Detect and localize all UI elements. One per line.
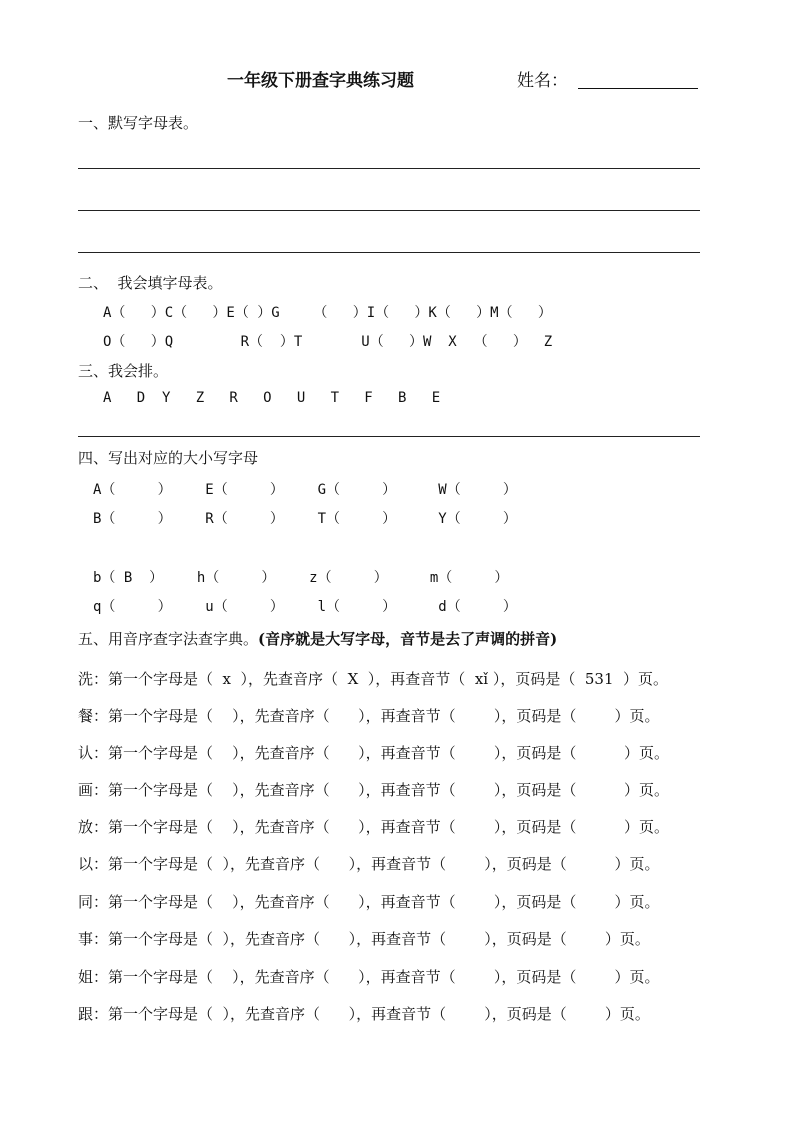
writing-line-2[interactable]	[78, 210, 700, 211]
lookup-row-6: 以：第一个字母是（ ），先查音序（ ），再查音节（ ），页码是（ ）页。	[78, 855, 660, 873]
alphabet-fill-line-2: O（ ）Q R（ ）T U（ ）W X （ ） Z	[103, 334, 553, 350]
case-row-4: q（ ） u（ ） l（ ） d（ ）	[93, 599, 517, 615]
section5-heading	[78, 628, 557, 649]
lookup-row-8: 事：第一个字母是（ ），先查音序（ ），再查音节（ ），页码是（ ）页。	[78, 930, 650, 948]
lookup-row-1: 洗：第一个字母是（ x ），先查音序（ X ），再查音节（ xǐ ），页码是（ 531 ）页。	[78, 670, 669, 688]
case-row-1: A（ ） E（ ） G（ ） W（ ）	[93, 482, 517, 498]
section3-heading: 三、我会排。	[78, 362, 169, 380]
section5-note: (音序就是大写字母，音节是去了声调的拼音)	[258, 630, 558, 648]
case-row-2: B（ ） R（ ） T（ ） Y（ ）	[93, 511, 517, 527]
lookup-row-5: 放：第一个字母是（ ），先查音序（ ），再查音节（ ），页码是（ ）页。	[78, 818, 670, 836]
sort-answer-line[interactable]	[78, 436, 700, 437]
lookup-row-9: 姐：第一个字母是（ ），先查音序（ ），再查音节（ ），页码是（ ）页。	[78, 968, 660, 986]
lookup-row-2: 餐：第一个字母是（ ），先查音序（ ），再查音节（ ），页码是（ ）页。	[78, 707, 660, 725]
section5-heading-text: 五、用音序查字法查字典。	[78, 630, 259, 648]
name-blank-line[interactable]	[578, 88, 698, 89]
writing-line-3[interactable]	[78, 252, 700, 253]
section2-heading: 二、 我会填字母表。	[78, 274, 223, 292]
lookup-row-7: 同：第一个字母是（ ），先查音序（ ），再查音节（ ），页码是（ ）页。	[78, 893, 660, 911]
lookup-row-4: 画：第一个字母是（ ），先查音序（ ），再查音节（ ），页码是（ ）页。	[78, 781, 670, 799]
letters-to-sort: A D Y Z R O U T F B E	[103, 390, 441, 406]
case-row-3: b（ B ） h（ ） z（ ） m（ ）	[93, 570, 509, 586]
writing-line-1[interactable]	[78, 168, 700, 169]
section4-heading: 四、写出对应的大小写字母	[78, 449, 259, 467]
lookup-row-3: 认：第一个字母是（ ），先查音序（ ），再查音节（ ），页码是（ ）页。	[78, 744, 670, 762]
page-title: 一年级下册查字典练习题	[227, 71, 414, 91]
section1-heading: 一、默写字母表。	[78, 114, 199, 132]
lookup-row-10: 跟：第一个字母是（ ），先查音序（ ），再查音节（ ），页码是（ ）页。	[78, 1005, 650, 1023]
name-label: 姓名：	[517, 71, 568, 91]
alphabet-fill-line-1: A（ ）C（ ）E（ ）G （ ）I（ ）K（ ）M（ ）	[103, 305, 552, 321]
